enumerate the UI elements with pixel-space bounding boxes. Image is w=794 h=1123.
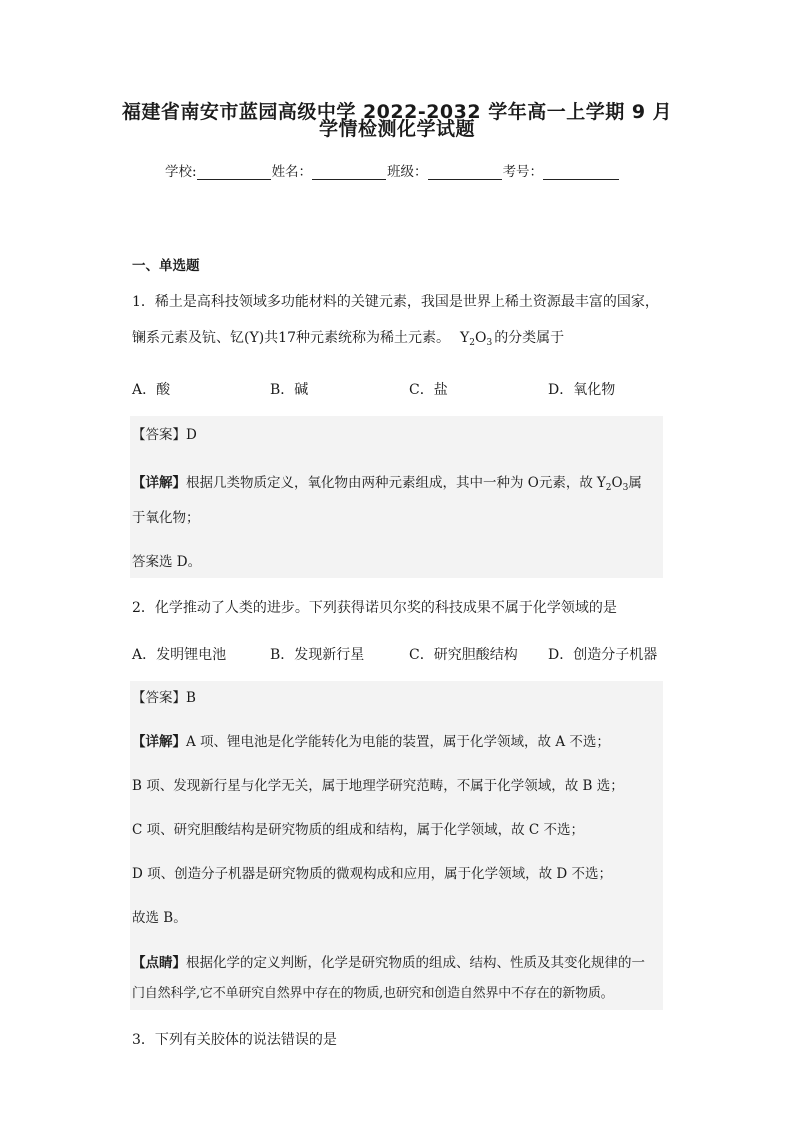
name-blank[interactable] [312, 165, 386, 180]
q1-answer: 【答案】D [132, 427, 197, 443]
section-title: 一、单选题 [132, 258, 200, 274]
q2-detail-a: 【详解】A 项、锂电池是化学能转化为电能的装置，属于化学领域，故 A 不选； [132, 734, 610, 750]
q1-stem-end: 的分类属于 [494, 330, 565, 346]
id-label: 考号： [502, 164, 544, 180]
q2-detail-b: B 项、发现新行星与化学无关，属于地理学研究范畴，不属于化学领域，故 B 选； [132, 778, 624, 794]
q2-stem: 2．化学推动了人类的进步。下列获得诺贝尔奖的科技成果不属于化学领域的是 [132, 600, 617, 616]
school-blank[interactable] [197, 165, 271, 180]
exam-title-line1: 福建省南安市蓝园高级中学 2022-2032 学年高一上学期 9 月 [121, 101, 673, 123]
q3-stem: 3．下列有关胶体的说法错误的是 [132, 1032, 337, 1048]
q2-option-d[interactable]: D．创造分子机器 [548, 647, 658, 663]
q2-comment-line2: 门自然科学,它不单研究自然界中存在的物质,也研究和创造自然界中不存在的新物质。 [132, 986, 614, 1001]
q2-detail-c: C 项、研究胆酸结构是研究物质的组成和结构，属于化学领域，故 C 不选； [132, 822, 585, 838]
q1-conclusion: 答案选 D。 [132, 554, 202, 570]
q2-option-c[interactable]: C．研究胆酸结构 [409, 647, 518, 663]
q2-detail-d: D 项、创造分子机器是研究物质的微观构成和应用，属于化学领域，故 D 不选； [132, 866, 613, 882]
q1-option-b[interactable]: B．碱 [270, 382, 309, 398]
q1-detail-line1: 【详解】根据几类物质定义，氧化物由两种元素组成，其中一种为 O元素，故 $Y_2O_3$属 [132, 475, 642, 493]
q2-option-a[interactable]: A．发明锂电池 [132, 647, 227, 663]
class-blank[interactable] [428, 165, 502, 180]
exam-title-line2: 学情检测化学试题 [318, 118, 475, 140]
q2-conclusion: 故选 B。 [132, 910, 187, 926]
q2-option-b[interactable]: B．发现新行星 [270, 647, 365, 663]
student-info-row [165, 160, 620, 180]
q1-detail-formula: $Y_2O_3$ [596, 475, 629, 493]
q1-answer-block [130, 416, 663, 578]
q2-answer: 【答案】B [132, 690, 196, 706]
q1-detail-line2: 于氧化物； [132, 510, 200, 526]
class-label: 班级： [387, 164, 428, 180]
q1-formula: $Y_2O_3$ [459, 330, 493, 348]
name-label: 姓名： [271, 164, 313, 180]
id-blank[interactable] [543, 165, 619, 180]
q1-stem-text: 镧系元素及钪、钇(Y)共17种元素统称为稀土元素。 [132, 330, 450, 346]
q1-stem-line1: 1．稀土是高科技领域多功能材料的关键元素，我国是世界上稀土资源最丰富的国家， [132, 294, 659, 310]
q2-answer-block [130, 681, 663, 1010]
q1-option-a[interactable]: A．酸 [132, 382, 171, 398]
q1-stem-line2 [132, 328, 564, 353]
q1-option-c[interactable]: C．盐 [409, 382, 448, 398]
q2-comment-line1: 【点睛】根据化学的定义判断，化学是研究物质的组成、结构、性质及其变化规律的一 [132, 955, 645, 971]
school-label: 学校: [165, 164, 197, 180]
q1-option-d[interactable]: D．氧化物 [548, 382, 616, 398]
